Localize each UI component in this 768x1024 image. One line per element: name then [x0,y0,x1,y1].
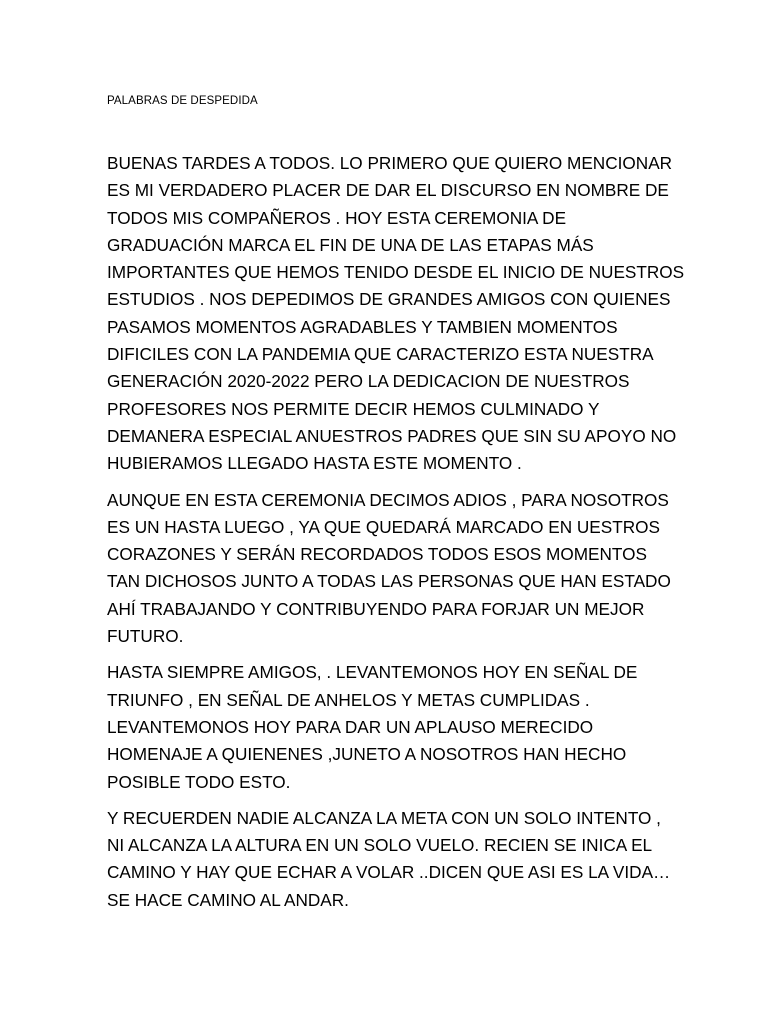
text-line: POSIBLE TODO ESTO. [107,771,291,792]
paragraph-4 [107,805,677,914]
text-line: GRADUACIÓN MARCA EL FIN DE UNA DE LAS ETAPAS MÁS [107,234,594,255]
document-body [107,150,685,923]
document-title: PALABRAS DE DESPEDIDA [107,95,258,107]
text-line: HASTA SIEMPRE AMIGOS, . LEVANTEMONOS HOY EN SEÑAL DE [107,662,638,683]
text-line: NI ALCANZA LA ALTURA EN UN SOLO VUELO. RECIEN SE INICA EL [107,835,653,856]
text-line: PROFESORES NOS PERMITE DECIR HEMOS CULMINADO Y [107,398,600,419]
text-line: ES MI VERDADERO PLACER DE DAR EL DISCURSO EN NOMBRE DE [107,180,669,201]
text-line: ESTUDIOS . NOS DEPEDIMOS DE GRANDES AMIGOS CON QUIENES [107,289,671,310]
text-line: CORAZONES Y SERÁN RECORDADOS TODOS ESOS MOMENTOS [107,544,647,565]
text-line: FUTURO. [107,626,184,647]
text-line: DIFICILES CON LA PANDEMIA QUE CARACTERIZO ESTA NUESTRA [107,344,654,365]
text-line: HUBIERAMOS LLEGADO HASTA ESTE MOMENTO . [107,453,522,474]
text-line: LEVANTEMONOS HOY PARA DAR UN APLAUSO MERECIDO [107,716,594,737]
text-line: GENERACIÓN 2020-2022 PERO LA DEDICACION DE NUESTROS [107,371,630,392]
text-line: DEMANERA ESPECIAL ANUESTROS PADRES QUE SIN SU APOYO NO [107,425,677,446]
text-line: TRIUNFO , EN SEÑAL DE ANHELOS Y METAS CUMPLIDAS . [107,689,590,710]
text-line: PASAMOS MOMENTOS AGRADABLES Y TAMBIEN MOMENTOS [107,316,618,337]
text-line: Y RECUERDEN NADIE ALCANZA LA META CON UN SOLO INTENTO , [107,807,661,828]
text-line: AUNQUE EN ESTA CEREMONIA DECIMOS ADIOS , PARA NOSOTROS [107,489,669,510]
text-line: BUENAS TARDES A TODOS. LO PRIMERO QUE QUIERO MENCIONAR [107,153,673,173]
text-line: TAN DICHOSOS JUNTO A TODAS LAS PERSONAS QUE HAN ESTADO [107,571,671,592]
text-line: IMPORTANTES QUE HEMOS TENIDO DESDE EL INICIO DE NUESTROS [107,262,685,283]
paragraph-3 [107,659,677,795]
text-line: TODOS MIS COMPAÑEROS . HOY ESTA CEREMONIA DE [107,207,567,228]
paragraph-1 [107,150,685,478]
paragraph-2 [107,487,677,651]
text-line: ES UN HASTA LUEGO , YA QUE QUEDARÁ MARCADO EN UESTROS [107,516,660,537]
text-line: CAMINO Y HAY QUE ECHAR A VOLAR ..DICEN QUE ASI ES LA VIDA… [107,862,671,883]
text-line: SE HACE CAMINO AL ANDAR. [107,889,349,910]
text-line: AHÍ TRABAJANDO Y CONTRIBUYENDO PARA FORJAR UN MEJOR [107,598,645,619]
text-line: HOMENAJE A QUIENENES ,JUNETO A NOSOTROS HAN HECHO [107,744,627,765]
